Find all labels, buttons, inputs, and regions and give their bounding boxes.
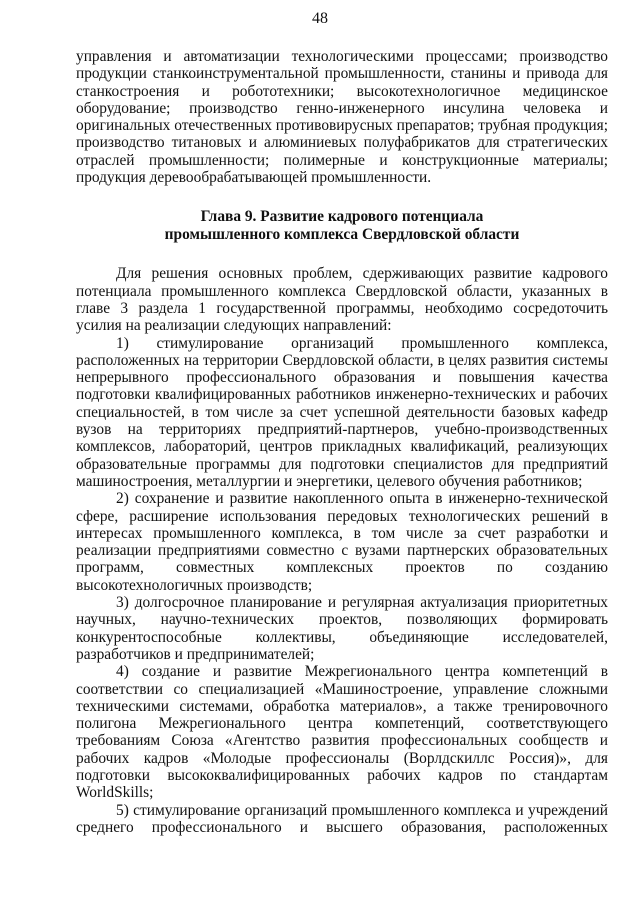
chapter-title-line-2: промышленного комплекса Свердловской области xyxy=(164,225,520,243)
list-item-1: 1) стимулирование организаций промышленного комплекса, расположенных на территории Свердловской области, в целях развития системы непрерывного профессионального образования и повышения качества подготовки квалифицированных работников инженерно-технических и рабочих специальностей, в том числе за счет успешной деятельности базовых кафедр вузов на территориях предприятий-партнеров, учебно-производственных комплексов, лабораторий, центров прикладных квалификаций, реализующих образовательные программы для подготовки специалистов для предприятий машиностроения, металлургии и энергетики, целевого обучения работников; xyxy=(76,334,608,490)
list-item-5: 5) стимулирование организаций промышленного комплекса и учреждений среднего профессионального и высшего образования, расположенных xyxy=(76,801,608,836)
intro-paragraph: управления и автоматизации технологическими процессами; производство продукции станкоинструментальной промышленности, станины и привода для станкостроения и робототехники; высокотехнологичное медицинское оборудование; производство генно-инженерного инсулина человека и оригинальных отечественных противовирусных препаратов; трубная продукция; производство титановых и алюминиевых полуфабрикатов для стратегических отраслей промышленности; полимерные и конструкционные материалы; продукция деревообрабатывающей промышленности. xyxy=(76,48,608,187)
list-item-3: 3) долгосрочное планирование и регулярная актуализация приоритетных научных, научно-технических проектов, позволяющих формировать конкурентоспособные коллективы, объединяющие исследователей, разработчиков и предпринимателей; xyxy=(76,594,608,663)
list-item-4: 4) создание и развитие Межрегионального центра компетенций в соответствии со специализацией «Машиностроение, управление сложными техническими системами, обработка материалов», а также тренировочного полигона Межрегионального центра компетенций, соответствующего требованиям Союза «Агентство развития профессиональных сообществ и рабочих кадров «Молодые профессионалы (Ворлдскиллс Россия)», для подготовки высококвалифицированных рабочих кадров по стандартам WorldSkills; xyxy=(76,663,608,802)
document-body xyxy=(76,48,608,836)
list-item-2: 2) сохранение и развитие накопленного опыта в инженерно-технической сфере, расширение использования передовых технологических решений в интересах промышленного комплекса, в том числе за счет разработки и реализации предприятиями совместно с вузами партнерских образовательных программ, совместных комплексных проектов по созданию высокотехнологичных производств; xyxy=(76,490,608,594)
lead-paragraph: Для решения основных проблем, сдерживающих развитие кадрового потенциала промышленного комплекса Свердловской области, указанных в главе 3 раздела 1 государственной программы, необходимо сосредоточить усилия на реализации следующих направлений: xyxy=(76,265,608,335)
chapter-title-line-1: Глава 9. Развитие кадрового потенциала xyxy=(200,208,484,226)
chapter-heading xyxy=(76,208,608,243)
page-number: 48 xyxy=(312,10,328,27)
